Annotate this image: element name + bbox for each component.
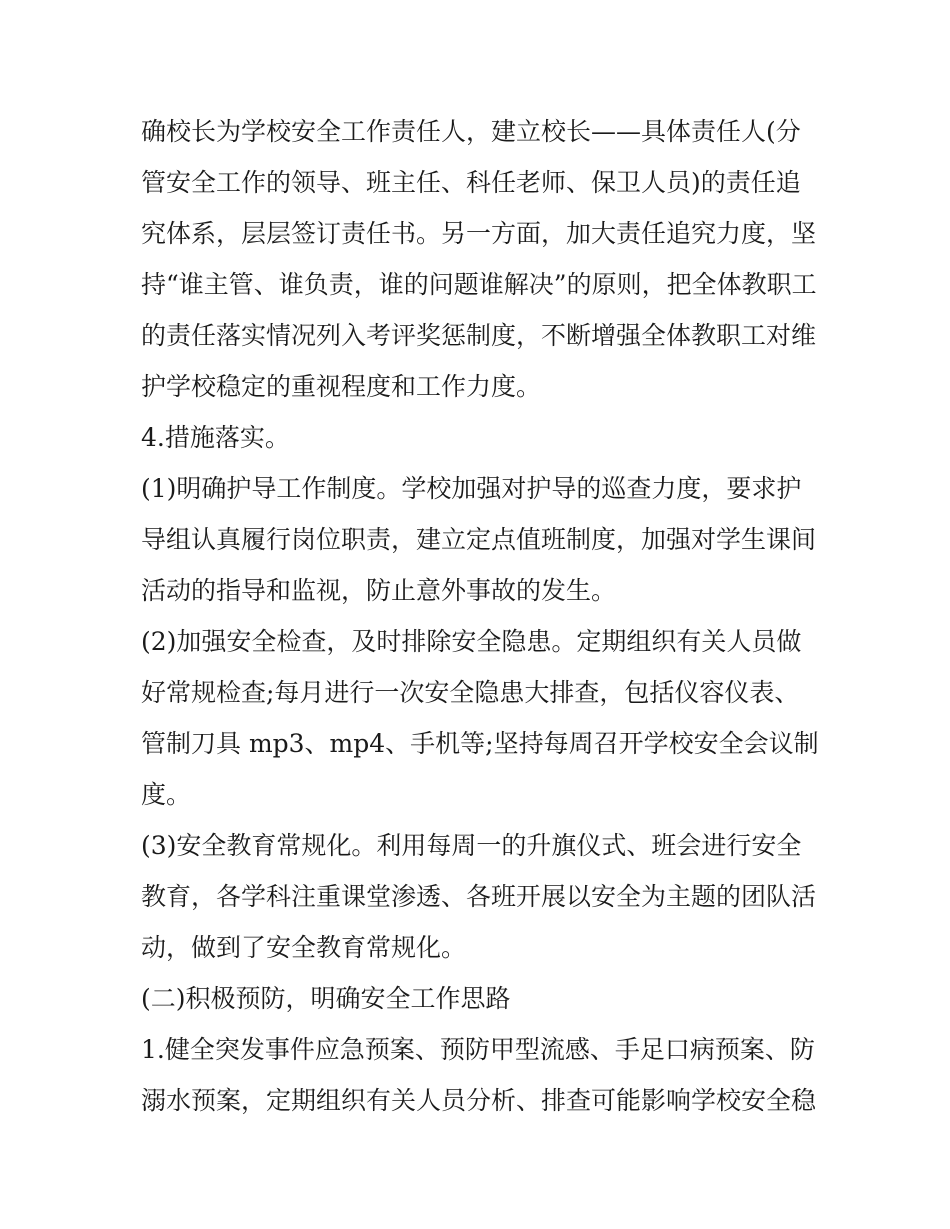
text-line: (1)明确护导工作制度。学校加强对护导的巡查力度，要求护 — [141, 474, 802, 503]
text-line: 护学校稳定的重视程度和工作力度。 — [141, 372, 542, 401]
text-line: (2)加强安全检查，及时排除安全隐患。定期组织有关人员做 — [141, 627, 802, 656]
section-heading: 4.措施落实。 — [141, 423, 290, 452]
text-line: 度。 — [141, 780, 192, 809]
section-heading: (二)积极预防，明确安全工作思路 — [141, 984, 511, 1013]
text-line: 溺水预案，定期组织有关人员分析、排查可能影响学校安全稳 — [141, 1086, 817, 1115]
text-line: (3)安全教育常规化。利用每周一的升旗仪式、班会进行安全 — [141, 831, 802, 860]
text-line: 教育，各学科注重课堂渗透、各班开展以安全为主题的团队活 — [141, 882, 817, 911]
text-line: 动，做到了安全教育常规化。 — [141, 933, 467, 962]
text-line: 管制刀具 mp3、mp4、手机等;坚持每周召开学校安全会议制 — [141, 729, 819, 758]
text-line: 的责任落实情况列入考评奖惩制度，不断增强全体教职工对维 — [141, 321, 817, 350]
text-line: 好常规检查;每月进行一次安全隐患大排查，包括仪容仪表、 — [141, 678, 800, 707]
text-line: 持“谁主管、谁负责，谁的问题谁解决”的原则，把全体教职工 — [141, 270, 817, 299]
document-body — [141, 106, 821, 1126]
text-line: 活动的指导和监视，防止意外事故的发生。 — [141, 576, 617, 605]
text-line: 管安全工作的领导、班主任、科任老师、保卫人员)的责任追 — [141, 168, 801, 197]
text-line: 导组认真履行岗位职责，建立定点值班制度，加强对学生课间 — [141, 525, 817, 554]
text-line: 究体系，层层签订责任书。另一方面，加大责任追究力度，坚 — [141, 219, 817, 248]
text-line: 确校长为学校安全工作责任人，建立校长——具体责任人(分 — [141, 117, 801, 146]
text-line: 1.健全突发事件应急预案、预防甲型流感、手足口病预案、防 — [141, 1035, 815, 1064]
